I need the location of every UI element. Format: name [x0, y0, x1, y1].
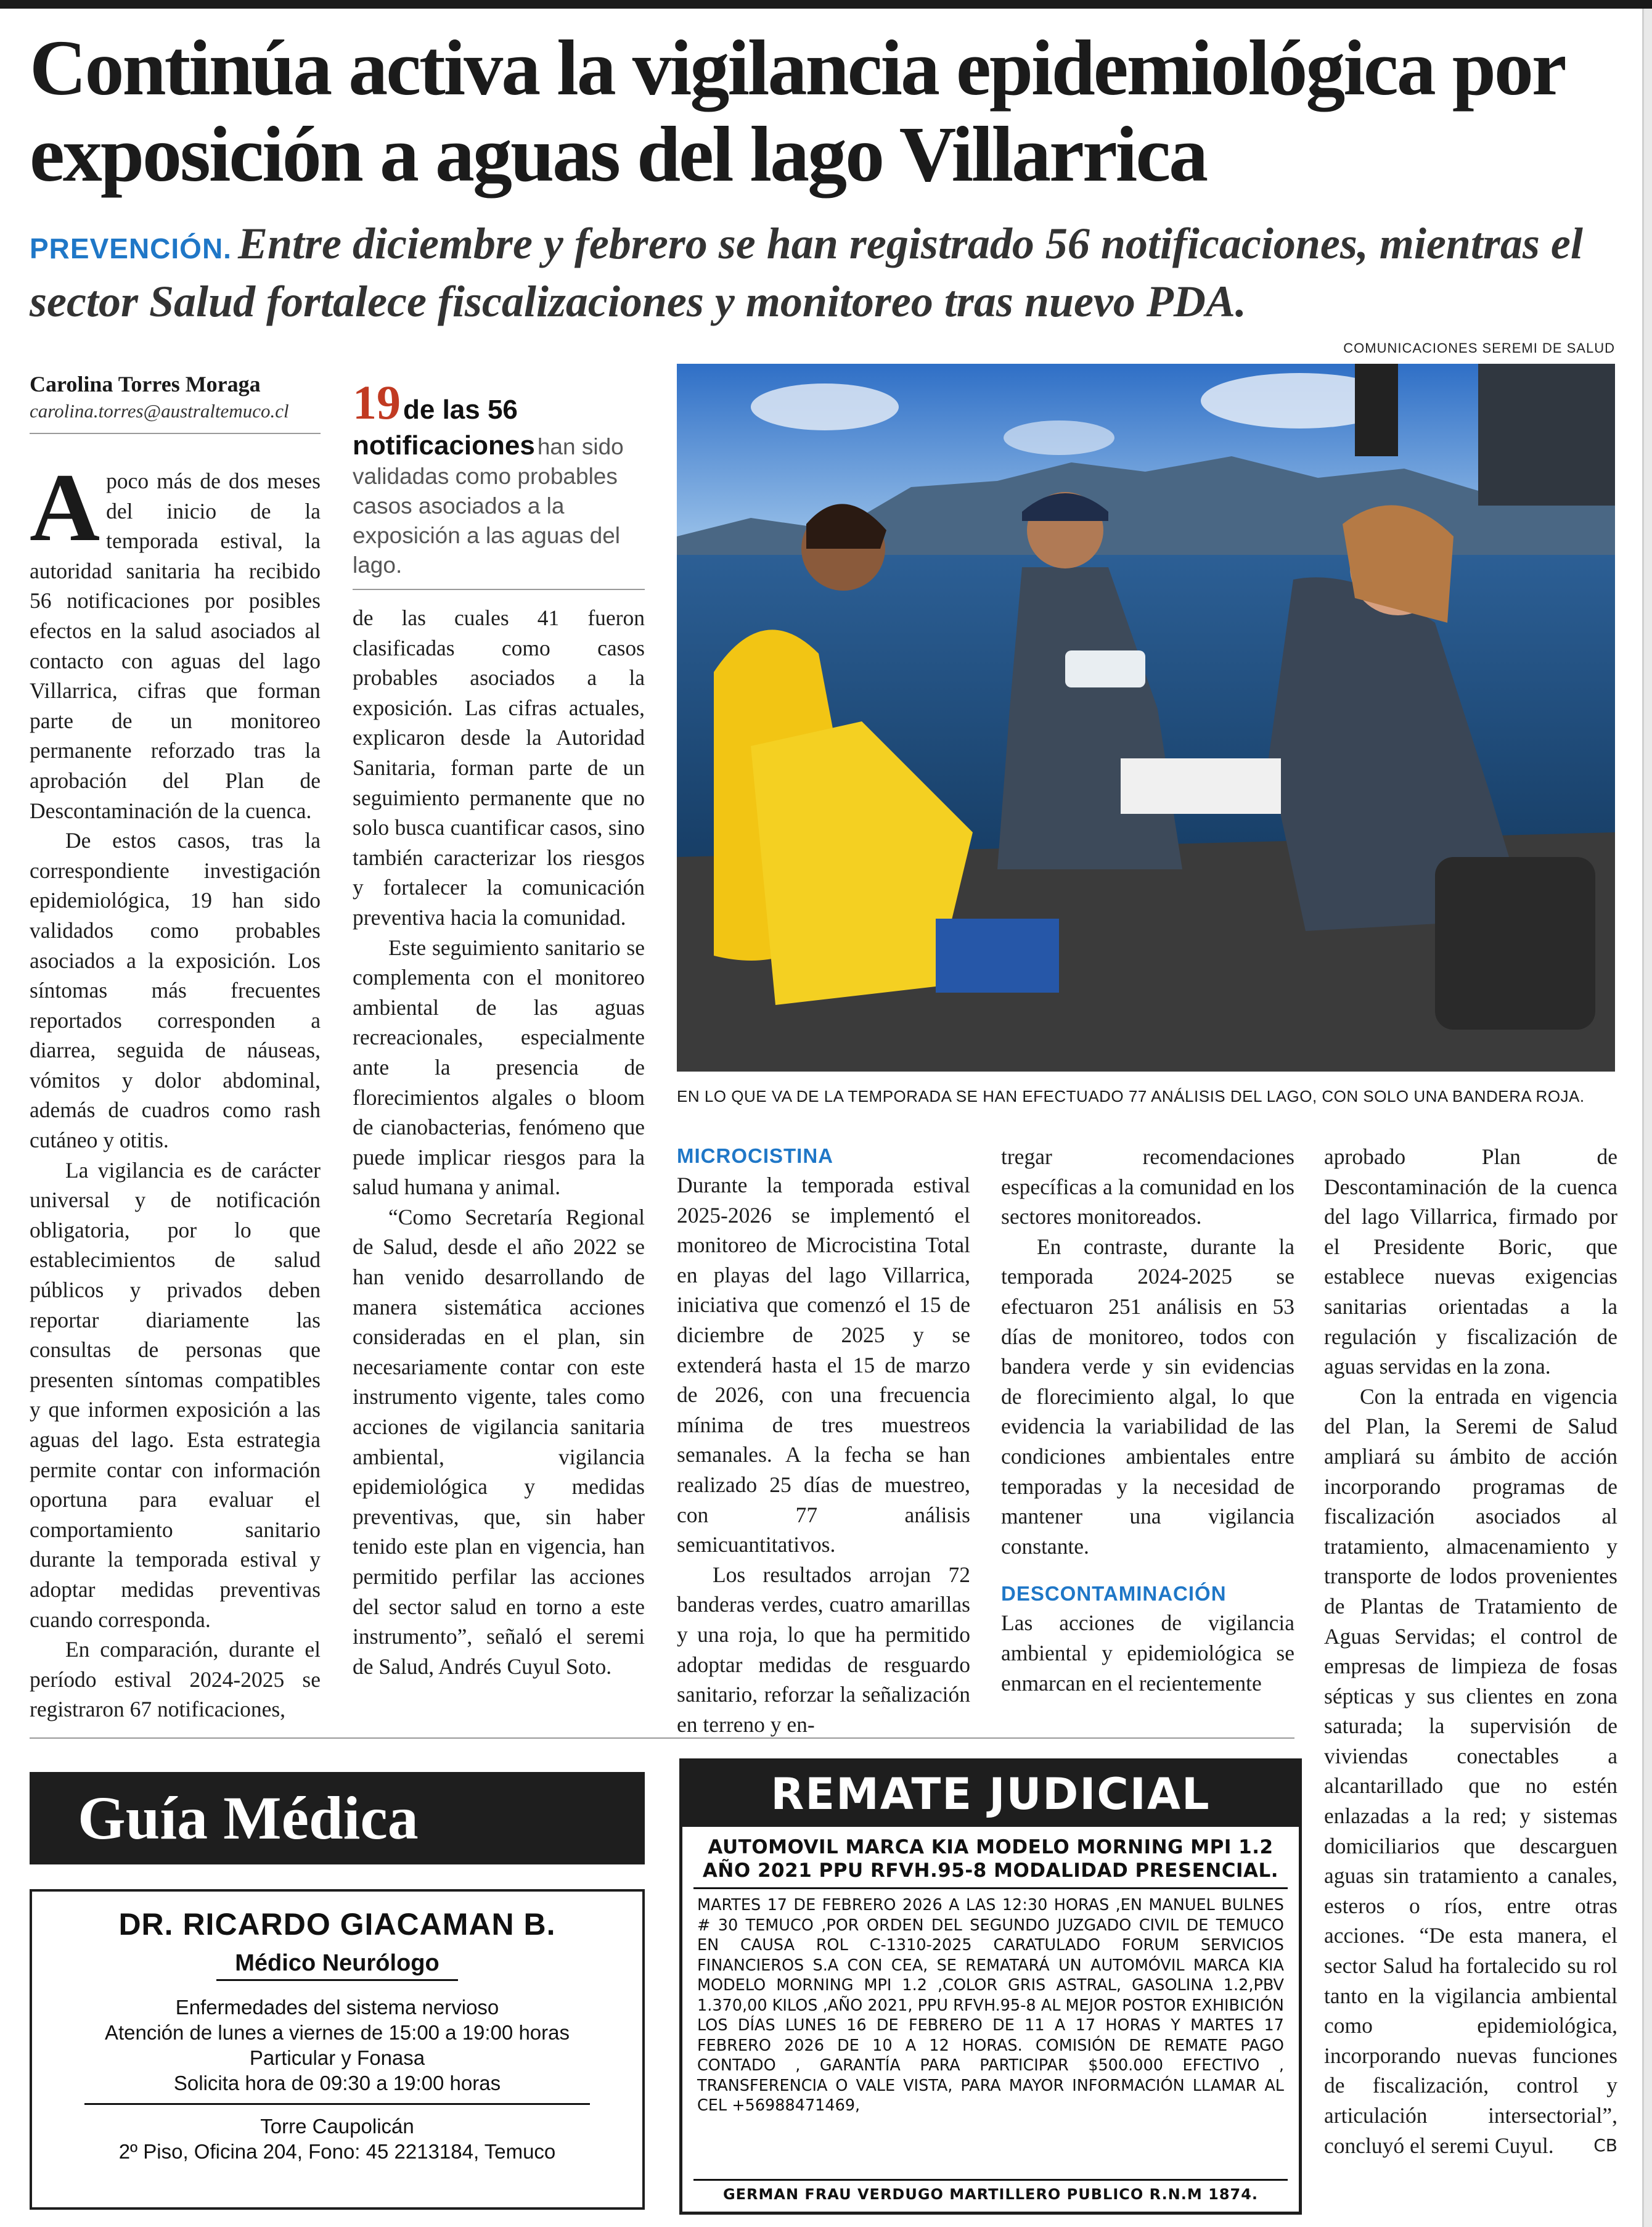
- adjacent-page-edge: [1642, 9, 1652, 2227]
- pull-rest: han sido validadas como probables casos asociados a la exposición a las aguas del lago.: [353, 434, 624, 578]
- lake-photo-illustration: [677, 364, 1615, 1072]
- doctor-line: Enfermedades del sistema nervioso: [175, 1996, 499, 2019]
- doctor-line: 2º Piso, Oficina 204, Fono: 45 2213184, Temuco: [118, 2140, 556, 2163]
- subhead-microcistina: MICROCISTINA: [677, 1144, 833, 1167]
- column-5: [1324, 1142, 1617, 2160]
- doctor-ad: [30, 1889, 645, 2210]
- doctor-line: Solicita hora de 09:30 a 19:00 horas: [173, 2072, 501, 2094]
- paragraph: En contraste, durante la temporada 2024-2025 se efectuaron 251 análisis en 53 días de monitoreo, todos con bandera verde y sin evidencias de florecimiento algal, lo que evidencia la variabilidad de las condiciones ambientales entre temporadas y la necesidad de mantener una vigilancia constante.: [1001, 1234, 1294, 1559]
- paragraph: Las acciones de vigilancia ambiental y epidemiológica se enmarcan en el recientemente: [1001, 1610, 1294, 1696]
- drop-cap: A: [30, 454, 100, 562]
- lake-photo: [677, 364, 1615, 1072]
- deck: [30, 217, 1632, 328]
- end-mark-icon: CB: [1593, 2135, 1617, 2155]
- paragraph: Con la entrada en vigencia del Plan, la Seremi de Salud ampliará su ámbito de acción incorporando programas de fiscalización asociados al tratamiento, almacenamiento y transporte de lodos provenientes de Plantas de Tratamiento de Aguas Servidas; el control de empresas de limpieza de fosas sépticas y sus clientes en zona saturada; la supervisión de viviendas conectables a alcantarillado que no estén enlazadas a la red; y sistemas domiciliarios que descarguen aguas sin tratamiento a canales, esteros o ríos, entre otras acciones. “De esta manera, el sector Salud ha fortalecido su rol tanto en la vigilancia ambiental como epidemiológica, incorporando nuevas funciones de fiscalización, control y articulación intersectorial”, concluyó el seremi Cuyul. CB: [1324, 1382, 1617, 2160]
- photo-credit: COMUNICACIONES SEREMI DE SALUD: [1343, 340, 1615, 356]
- paragraph: Apoco más de dos meses del inicio de la temporada estival, la autoridad sanitaria ha recibido 56 notificaciones por posibles efectos en la salud asociados al contacto con aguas del lago Villarrica, cifras que forman parte de un monitoreo permanente reforzado tras la aprobación del Plan de Descontaminación de la cuenca.: [30, 454, 321, 823]
- column-3: [677, 1142, 970, 1739]
- pull-rule: [353, 589, 645, 590]
- column-2: [353, 603, 645, 1681]
- doctor-specialty: Médico Neurólogo: [216, 1947, 457, 1981]
- doctor-line: Particular y Fonasa: [249, 2046, 425, 2069]
- remate-footer: GERMAN FRAU VERDUGO MARTILLERO PUBLICO R.N.M 1874.: [693, 2179, 1288, 2203]
- paragraph: Durante la temporada estival 2025-2026 se implementó el monitoreo de Microcistina Total en playas del lago Villarrica, iniciativa que comenzó el 15 de diciembre de 2025 y se extenderá hasta el 15 de marzo de 2026, con una frecuencia mínima de tres muestreos semanales. A la fecha se han realizado 25 días de muestreo, con 77 análisis semicuantitativos.: [677, 1173, 970, 1557]
- headline: Continúa activa la vigilancia epidemiológica por exposición a aguas del lago Villarrica: [30, 24, 1564, 198]
- paragraph: La vigilancia es de carácter universal y de notificación obligatoria, por lo que establecimientos de salud públicos y privados deben reportar diariamente las consultas de personas que presenten síntomas compatibles y que informen exposición a las aguas del lago. Esta estrategia permite contar con información oportuna para evaluar el comportamiento sanitario durante la temporada estival y adoptar medidas preventivas cuando corresponda.: [30, 1157, 321, 1632]
- author-email: carolina.torres@australtemuco.cl: [30, 400, 289, 422]
- paragraph: aprobado Plan de Descontaminación de la cuenca del lago Villarrica, firmado por el Presidente Boric, que establece nuevas exigencias sanitarias orientadas a la regulación y fiscalización de aguas servidas en la zona.: [1324, 1144, 1617, 1379]
- top-rule: [0, 0, 1652, 9]
- paragraph: Este seguimiento sanitario se complementa con el monitoreo ambiental de las aguas recreacionales, especialmente ante la presencia de florecimientos algales o bloom de cianobacterias, fenómeno que puede implicar riesgos para la salud humana y animal.: [353, 935, 645, 1200]
- remate-title: REMATE JUDICIAL: [682, 1762, 1299, 1827]
- photo-caption: EN LO QUE VA DE LA TEMPORADA SE HAN EFECTUADO 77 ANÁLISIS DEL LAGO, CON SOLO UNA BANDERA ROJA.: [677, 1087, 1585, 1105]
- doctor-separator: [84, 2103, 590, 2105]
- paragraph: De estos casos, tras la correspondiente investigación epidemiológica, 19 han sido validados como probables asociados a la exposición. Los síntomas más frecuentes reportados corresponden a diarrea, seguida de náuseas, vómitos y dolor abdominal, además de cuadros como rash cutáneo y otitis.: [30, 828, 321, 1153]
- remate-judicial-ad: [679, 1758, 1302, 2215]
- paragraph: Los resultados arrojan 72 banderas verdes, cuatro amarillas y una roja, lo que ha permitido adoptar medidas de resguardo sanitario, reforzar la señalización en terreno y en-: [677, 1562, 970, 1737]
- paragraph: En comparación, durante el período estival 2024-2025 se registraron 67 notificaciones,: [30, 1637, 321, 1722]
- remate-body: MARTES 17 DE FEBRERO 2026 A LAS 12:30 HORAS ,EN MANUEL BULNES # 30 TEMUCO ,POR ORDEN DEL SEGUNDO JUZGADO CIVIL DE TEMUCO EN CAUSA ROL C-1310-2025 CARATULADO FORUM SERVICIOS FINANCIEROS S.A CON CEA, SE REMATARÁ UN AUTOMÓVIL MARCA KIA MODELO MORNING MPI 1.2 ,COLOR GRIS ASTRAL, GASOLINA 1.2,PBV 1.370,00 KILOS ,AÑO 2021, PPU RFVH.95-8 AL MEJOR POSTOR EXHIBICIÓN LOS DÍAS LUNES 16 DE FEBRERO DE 11 A 17 HORAS Y MARTES 17 FEBRERO 2026 DE 10 A 12 HORAS. COMISIÓN DE REMATE PAGO CONTADO , GARANTÍA PARA PARTICIPAR $500.000 EFECTIVO , TRANSFERENCIA O VALE VISTA, PARA MAYOR INFORMACIÓN LLAMAR AL CEL +56988471469,: [697, 1896, 1284, 2115]
- column-1: [30, 454, 321, 1725]
- byline-rule: [30, 433, 321, 434]
- doctor-line: Atención de lunes a viernes de 15:00 a 19:00 horas: [104, 2021, 570, 2044]
- column-4: [1001, 1142, 1294, 1698]
- remate-separator: [693, 1887, 1288, 1889]
- section-rule: [30, 1737, 1294, 1739]
- deck-text: Entre diciembre y febrero se han registrado 56 notificaciones, mientras el sector Salud fortalece fiscalizaciones y monitoreo tras nuevo PDA.: [30, 219, 1583, 326]
- byline: [30, 370, 338, 424]
- remate-subtitle: AUTOMOVIL MARCA KIA MODELO MORNING MPI 1.2 AÑO 2021 PPU RFVH.95-8 MODALIDAD PRESENCIAL.: [702, 1836, 1279, 1882]
- paragraph: de las cuales 41 fueron clasificadas como casos probables asociados a la exposición. Las cifras actuales, explicaron desde la Autoridad Sanitaria, forman parte de un seguimiento permanente que no solo busca cuantificar casos, sino también caracterizar los riesgos y fortalecer la comunicación preventiva hacia la comunidad.: [353, 605, 645, 930]
- paragraph: tregar recomendaciones específicas a la comunidad en los sectores monitoreados.: [1001, 1144, 1294, 1229]
- author-name: Carolina Torres Moraga: [30, 372, 261, 396]
- pull-number: 19: [353, 375, 401, 429]
- doctor-name: DR. RICARDO GIACAMAN B.: [118, 1907, 556, 1942]
- subhead-descontaminacion: DESCONTAMINACIÓN: [1001, 1582, 1227, 1606]
- paragraph: “Como Secretaría Regional de Salud, desde el año 2022 se han venido desarrollando de manera sistemática acciones consideradas en el plan, sin necesariamente contar con este instrumento vigente, tales como acciones de vigilancia sanitaria ambiental, vigilancia epidemiológica y medidas preventivas, que, sin haber tenido este plan en vigencia, han permitido perfilar las acciones del sector salud en torno a este instrumento”, señaló el seremi de Salud, Andrés Cuyul Soto.: [353, 1204, 645, 1679]
- pull-quote: [353, 375, 642, 580]
- guia-medica-banner: Guía Médica: [30, 1772, 645, 1864]
- doctor-line: Torre Caupolicán: [260, 2115, 414, 2138]
- kicker: PREVENCIÓN.: [30, 232, 232, 265]
- pull-lead: de las 56 notificaciones: [353, 395, 535, 461]
